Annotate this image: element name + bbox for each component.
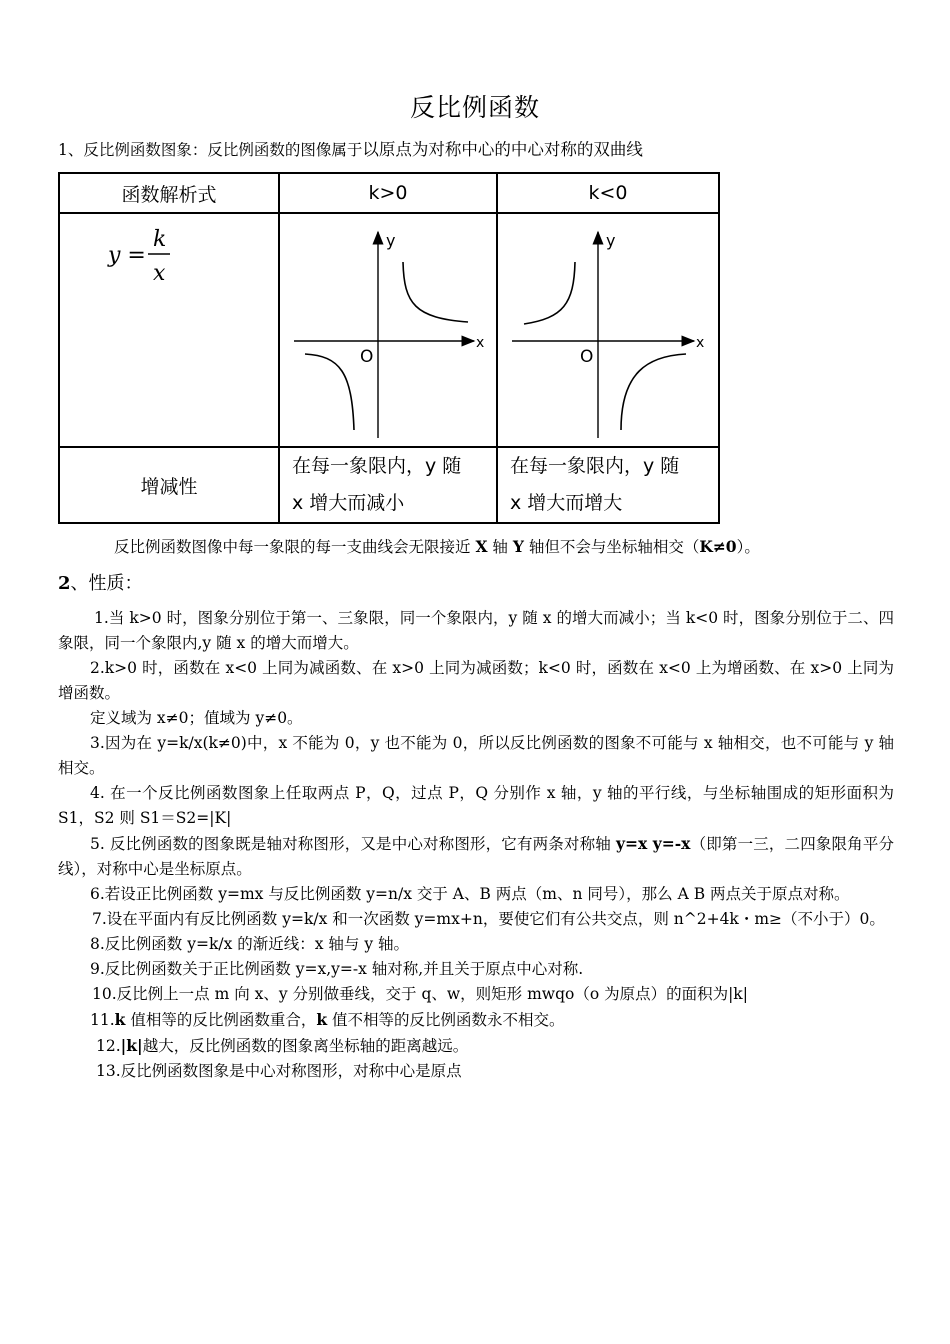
property-item: 8.反比例函数 y=k/x 的渐近线：x 轴与 y 轴。 (90, 935, 410, 953)
property-item-text: 5. 反比例函数的图象既是轴对称图形，又是中心对称图形，它有两条对称轴 (90, 835, 616, 853)
monotonicity-k-negative (497, 447, 719, 523)
formula-numerator: k (153, 227, 167, 252)
section1-intro (58, 136, 918, 160)
property-item-text: 值不相等的反比例函数永不相交。 (327, 1011, 565, 1029)
formula-svg (60, 214, 278, 442)
page-title: 反比例函数 (409, 93, 540, 122)
graph-k-positive (280, 214, 496, 442)
mono-neg-line2: x 增大而增大 (510, 492, 623, 514)
mono-neg-line1: 在每一象限内，y 随 (510, 455, 680, 477)
property-item: 13.反比例函数图象是中心对称图形，对称中心是原点 (96, 1062, 462, 1080)
property-item: 4. 在一个反比例函数图象上任取两点 P，Q，过点 P，Q 分别作 x 轴，y 轴的平行线，与坐标轴围成的矩形面积为 S1，S2 则 S1＝S2=|K| (58, 784, 894, 827)
property-item: 6.若设正比例函数 y=mx 与反比例函数 y=n/x 交于 A、B 两点（m、n 同号），那么 A B 两点关于原点对称。 (90, 885, 850, 903)
monotonicity-label: 增减性 (59, 447, 279, 523)
note-part1: 反比例函数图像中每一象限的每一支曲线会无限接近 (114, 538, 476, 556)
symmetry-axes: y=x y=-x (615, 834, 691, 853)
property-item (58, 1033, 894, 1059)
formula-cell (59, 213, 279, 447)
hyperbola-branch-q4 (621, 354, 686, 430)
section2-title: 、性质： (70, 573, 143, 594)
property-item-text: 11. (90, 1011, 115, 1029)
mono-pos-line2: x 增大而减小 (292, 492, 405, 514)
k-bold: k (316, 1010, 328, 1029)
property-item-text: 12. (96, 1037, 121, 1055)
mono-pos-line1: 在每一象限内，y 随 (292, 455, 462, 477)
header-k-positive: k>0 (279, 173, 497, 213)
section2-heading (58, 569, 143, 595)
section1-prefix: 1、反比例函数图象：反比例函数的图像属于 (58, 141, 363, 159)
formula-lhs: y = (108, 243, 146, 268)
asymptote-note (114, 535, 760, 557)
graph-k-positive-cell (279, 213, 497, 447)
hyperbola-branch-q1 (403, 262, 468, 322)
section1-suffix: 以原点为对称中心的中心对称的双曲线 (362, 140, 643, 159)
y-label: y (606, 231, 616, 250)
property-item-text: 越大，反比例函数的图象离坐标轴的距离越远。 (142, 1037, 469, 1055)
hyperbola-branch-q3 (305, 354, 354, 430)
property-item: 3.因为在 y=k/x(k≠0)中，x 不能为 0，y 也不能为 0，所以反比例函数的图象不可能与 x 轴相交，也不可能与 y 轴相交。 (58, 734, 894, 777)
k-bold: k (114, 1010, 126, 1029)
header-k-negative: k<0 (497, 173, 719, 213)
x-label: x (476, 335, 485, 351)
note-part2: 轴 (487, 538, 513, 556)
property-item (58, 831, 894, 882)
note-part4: ）。 (736, 538, 760, 556)
origin-label: O (360, 347, 374, 367)
graph-k-negative-cell (497, 213, 719, 447)
graph-k-negative (498, 214, 718, 442)
note-part3: 轴但不会与坐标轴相交（ (523, 538, 700, 556)
y-label: y (386, 231, 396, 250)
property-item-text: （即第一三，二四象限角平分线），对称中心是坐标原点。 (58, 835, 894, 878)
properties-list (58, 606, 894, 1084)
note-y-axis: Y (512, 537, 524, 556)
note-k-not-zero: K≠0 (699, 537, 737, 556)
formula-denominator: x (153, 261, 166, 286)
property-item: 7.设在平面内有反比例函数 y=k/x 和一次函数 y=mx+n，要使它们有公共交点，则 n^2+4k・m≥（不小于）0。 (92, 910, 885, 928)
header-formula: 函数解析式 (59, 173, 279, 213)
property-item: 1.当 k>0 时，图象分别位于第一、三象限，同一个象限内，y 随 x 的增大而减小；当 k<0 时，图象分别位于二、四象限，同一个象限内,y 随 x 的增大而增大。 (58, 609, 894, 652)
origin-label: O (580, 347, 594, 367)
note-x-axis: X (475, 537, 488, 556)
x-label: x (696, 335, 705, 351)
monotonicity-k-positive (279, 447, 497, 523)
property-item (58, 1007, 894, 1033)
abs-k-bold: |k| (120, 1036, 143, 1055)
property-item: 10.反比例上一点 m 向 x、y 分别做垂线，交于 q、w，则矩形 mwqo（o 为原点）的面积为|k| (92, 985, 748, 1003)
properties-table (58, 172, 720, 524)
section2-number: 2 (58, 573, 71, 594)
property-item-text: 值相等的反比例函数重合， (125, 1011, 317, 1029)
property-item: 2.k>0 时，函数在 x<0 上同为减函数、在 x>0 上同为减函数；k<0 时，函数在 x<0 上为增函数、在 x>0 上同为增函数。 (58, 659, 894, 702)
formula (60, 214, 278, 442)
property-item: 定义域为 x≠0；值域为 y≠0。 (90, 709, 303, 727)
property-item: 9.反比例函数关于正比例函数 y=x,y=-x 轴对称,并且关于原点中心对称. (90, 960, 584, 978)
hyperbola-branch-q2 (524, 262, 575, 324)
